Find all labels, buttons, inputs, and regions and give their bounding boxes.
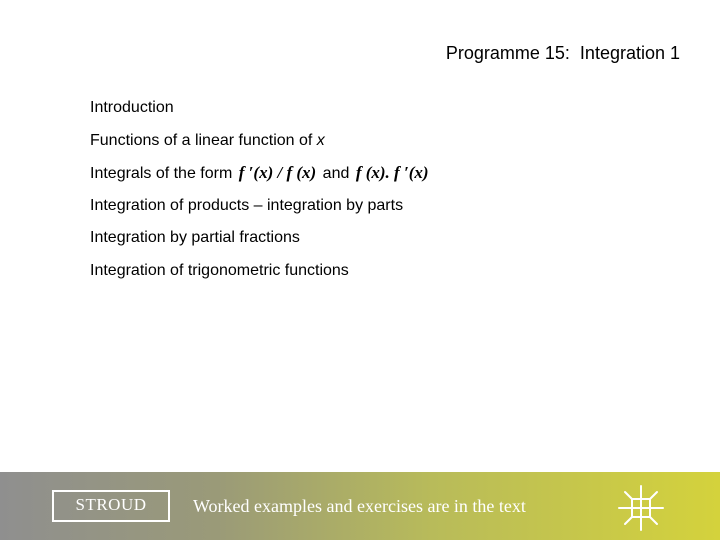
topic-item (90, 162, 431, 195)
topic-item (90, 130, 431, 163)
topic-text: Integration of trigonometric functions (90, 261, 349, 279)
topic-item (90, 227, 431, 260)
topic-text: Integration of products – integration by parts (90, 196, 404, 214)
footer-bar (0, 472, 720, 540)
footer-note: Worked examples and exercises are in the text (193, 496, 526, 516)
topic-connector: and (318, 165, 354, 182)
topic-item (90, 260, 431, 293)
sun-compass-icon (617, 484, 665, 532)
formula-quotient: f ′(x) / f (x) (238, 163, 317, 182)
topic-text: Functions of a linear function of (90, 131, 317, 149)
topic-item (90, 195, 431, 228)
topic-text: Integrals of the form (90, 165, 237, 182)
slide-title: Programme 15: Integration 1 (445, 43, 680, 63)
topic-list (90, 97, 431, 292)
formula-product: f (x). f ′(x) (355, 163, 429, 182)
stroud-brand: STROUD (52, 490, 170, 522)
topic-text: Introduction (90, 99, 174, 116)
topic-item (90, 97, 431, 130)
topic-text: Integration by partial fractions (90, 229, 300, 246)
variable-x: x (316, 131, 325, 149)
